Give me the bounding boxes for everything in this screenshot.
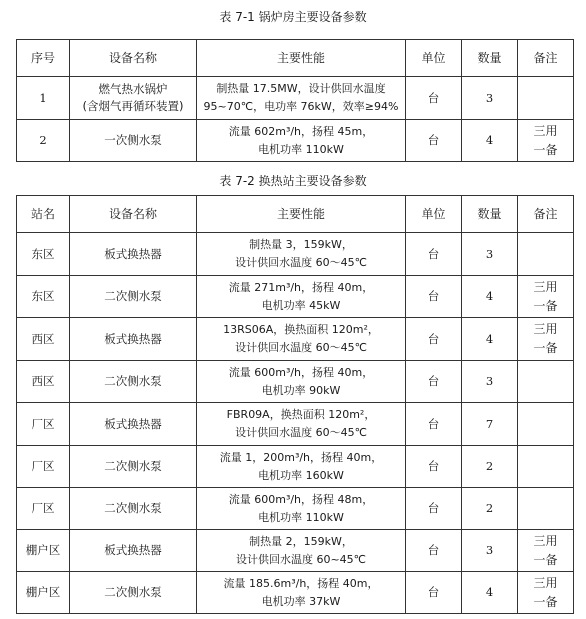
perf-line: FBR09A，换热面积 120m²， <box>226 408 376 421</box>
note-line: 三用 <box>533 322 558 336</box>
header-cell: 主要性能 <box>197 40 406 77</box>
name-line: 燃气热水锅炉 <box>98 82 168 96</box>
equipment-name: 板式换热器 <box>70 403 197 446</box>
station-name: 厂区 <box>17 446 70 488</box>
perf-line: 流量 600m³/h，扬程 40m， <box>228 365 374 379</box>
note-line: 一备 <box>533 341 558 355</box>
quantity: 4 <box>462 120 518 162</box>
equipment-name: 二次侧水泵 <box>70 276 197 318</box>
note-line: 三用 <box>533 575 558 590</box>
unit: 台 <box>406 276 462 318</box>
remark <box>518 530 574 572</box>
performance <box>197 446 406 488</box>
station-name: 东区 <box>17 276 70 318</box>
perf-line: 设计供回水温度 60～45℃ <box>235 341 367 354</box>
unit: 台 <box>406 530 462 572</box>
quantity: 4 <box>462 276 518 318</box>
perf-line: 电机功率 45kW <box>261 298 341 312</box>
perf-line: 13RS06A，换热面积 120m²， <box>223 323 379 336</box>
perf-line: 设计供回水温度 60～45℃ <box>235 256 367 269</box>
table-row <box>17 233 574 276</box>
header-cell: 数量 <box>462 40 518 77</box>
quantity: 4 <box>462 318 518 361</box>
perf-line: 设计供回水温度 60～45℃ <box>235 426 367 439</box>
remark <box>518 77 574 120</box>
remark <box>518 572 574 614</box>
table-row <box>17 572 574 614</box>
note-line: 一备 <box>533 298 558 313</box>
station-name: 东区 <box>17 233 70 276</box>
note-line: 一备 <box>533 552 558 567</box>
quantity: 3 <box>462 77 518 120</box>
header-cell: 序号 <box>17 40 70 77</box>
perf-line: 流量 602m³/h，扬程 45m， <box>228 124 374 138</box>
table-row <box>17 530 574 572</box>
table1-header-row <box>17 40 574 77</box>
header-cell: 单位 <box>406 40 462 77</box>
header-cell: 数量 <box>462 196 518 233</box>
table-row <box>17 120 574 162</box>
table2-body <box>17 233 574 614</box>
quantity: 2 <box>462 446 518 488</box>
name-line: 一次侧水泵 <box>104 133 162 147</box>
perf-line: 流量 600m³/h，扬程 48m， <box>228 492 374 506</box>
heat-exchange-station-table <box>16 195 574 614</box>
performance <box>197 572 406 614</box>
boiler-room-table <box>16 39 574 162</box>
header-cell: 单位 <box>406 196 462 233</box>
unit: 台 <box>406 403 462 446</box>
station-name: 西区 <box>17 318 70 361</box>
quantity: 7 <box>462 403 518 446</box>
table-row <box>17 318 574 361</box>
performance <box>197 318 406 361</box>
perf-line: 流量 271m³/h，扬程 40m， <box>228 280 374 294</box>
performance <box>197 488 406 530</box>
performance <box>197 276 406 318</box>
table1-caption: 表 7-1 锅炉房主要设备参数 <box>219 10 367 24</box>
unit: 台 <box>406 572 462 614</box>
performance <box>197 361 406 403</box>
equipment-name <box>70 77 197 120</box>
unit: 台 <box>406 120 462 162</box>
note-line: 一备 <box>533 142 558 157</box>
performance <box>197 233 406 276</box>
header-cell: 设备名称 <box>70 196 197 233</box>
perf-line: 流量 185.6m³/h，扬程 40m， <box>223 576 379 590</box>
perf-line: 电机功率 110kW <box>258 142 344 156</box>
remark <box>518 446 574 488</box>
quantity: 3 <box>462 361 518 403</box>
perf-line: 制热量 3，159kW， <box>249 238 353 251</box>
unit: 台 <box>406 233 462 276</box>
header-cell: 站名 <box>17 196 70 233</box>
table-row <box>17 403 574 446</box>
equipment-name: 板式换热器 <box>70 233 197 276</box>
performance <box>197 77 406 120</box>
unit: 台 <box>406 77 462 120</box>
note-line: 三用 <box>533 279 558 294</box>
note-line: 三用 <box>533 123 558 138</box>
perf-line: 流量 1，200m³/h，扬程 40m， <box>219 450 383 464</box>
equipment-name: 二次侧水泵 <box>70 446 197 488</box>
remark <box>518 120 574 162</box>
quantity: 4 <box>462 572 518 614</box>
station-name: 棚户区 <box>17 530 70 572</box>
unit: 台 <box>406 318 462 361</box>
perf-line: 电机功率 160kW <box>258 468 344 482</box>
header-cell: 主要性能 <box>197 196 406 233</box>
station-name: 棚户区 <box>17 572 70 614</box>
remark <box>518 233 574 276</box>
table-row <box>17 276 574 318</box>
remark <box>518 361 574 403</box>
equipment-name: 板式换热器 <box>70 318 197 361</box>
note-line: 一备 <box>533 594 558 609</box>
perf-line: 制热量 2，159kW， <box>249 534 353 548</box>
name-line: (含烟气再循环装置) <box>82 99 184 113</box>
perf-line: 95~70℃，电功率 76kW，效率≥94% <box>203 100 399 113</box>
table-row <box>17 361 574 403</box>
equipment-name <box>70 120 197 162</box>
quantity: 3 <box>462 530 518 572</box>
header-cell: 备注 <box>518 40 574 77</box>
header-cell: 设备名称 <box>70 40 197 77</box>
unit: 台 <box>406 446 462 488</box>
note-line: 三用 <box>533 533 558 548</box>
perf-line: 设计供回水温度 60~45℃ <box>235 552 367 566</box>
table-row <box>17 488 574 530</box>
perf-line: 电机功率 90kW <box>261 383 341 397</box>
equipment-name: 二次侧水泵 <box>70 572 197 614</box>
station-name: 西区 <box>17 361 70 403</box>
performance <box>197 403 406 446</box>
table2-caption: 表 7-2 换热站主要设备参数 <box>219 174 367 188</box>
perf-line: 电机功率 37kW <box>261 594 341 608</box>
row-id: 1 <box>17 77 70 120</box>
remark <box>518 488 574 530</box>
performance <box>197 530 406 572</box>
equipment-name: 板式换热器 <box>70 530 197 572</box>
header-cell: 备注 <box>518 196 574 233</box>
remark <box>518 403 574 446</box>
unit: 台 <box>406 361 462 403</box>
quantity: 2 <box>462 488 518 530</box>
equipment-name: 二次侧水泵 <box>70 361 197 403</box>
performance <box>197 120 406 162</box>
station-name: 厂区 <box>17 488 70 530</box>
perf-line: 电机功率 110kW <box>258 510 344 524</box>
remark <box>518 318 574 361</box>
quantity: 3 <box>462 233 518 276</box>
remark <box>518 276 574 318</box>
table-row <box>17 446 574 488</box>
unit: 台 <box>406 488 462 530</box>
perf-line: 制热量 17.5MW，设计供回水温度 <box>216 82 386 95</box>
table2-header-row <box>17 196 574 233</box>
table-row <box>17 77 574 120</box>
station-name: 厂区 <box>17 403 70 446</box>
equipment-name: 二次侧水泵 <box>70 488 197 530</box>
row-id: 2 <box>17 120 70 162</box>
